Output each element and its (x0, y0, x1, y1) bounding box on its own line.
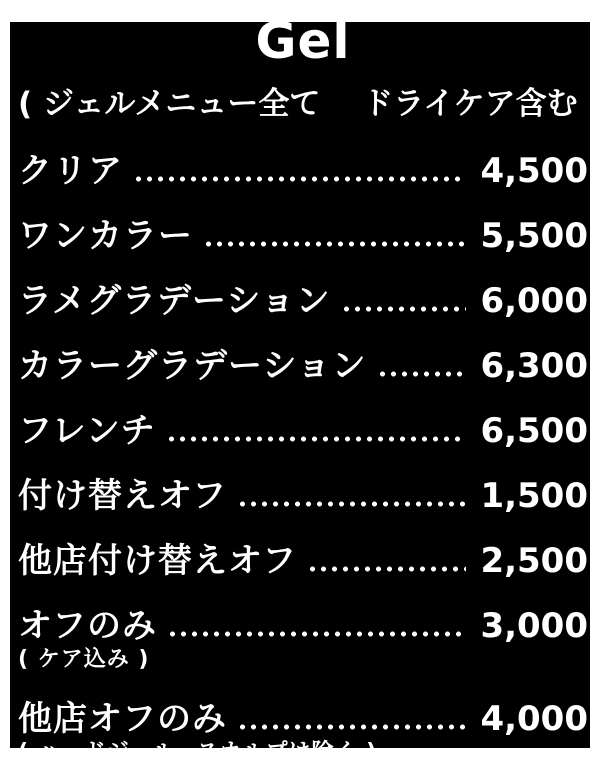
menu-item-row (18, 542, 588, 580)
menu-item-price: 6,000 (480, 281, 588, 321)
menu-item-price: 4,000 (480, 699, 588, 739)
menu-item-price: 4,500 (480, 151, 588, 191)
menu-title: Gel (255, 12, 351, 70)
menu-item-price: 1,500 (480, 476, 588, 516)
menu-item-row (18, 412, 588, 450)
menu-item-label: オフのみ (18, 606, 157, 646)
menu-item-price: 3,000 (480, 606, 588, 646)
menu-item-label: カラーグラデーション (18, 346, 367, 386)
menu-item (18, 542, 588, 580)
dotted-leader (307, 566, 466, 572)
menu-item (18, 347, 588, 385)
menu-item-price: 5,500 (480, 216, 588, 256)
menu-item-label: ラメグラデーション (18, 281, 331, 321)
menu-item-label: クリア (18, 151, 123, 191)
gel-menu-panel (10, 12, 603, 765)
menu-item-row (18, 217, 588, 255)
dotted-leader (166, 436, 467, 442)
menu-item-label: 他店オフのみ (18, 699, 227, 739)
menu-item-price: 2,500 (480, 541, 588, 581)
menu-item-row (18, 477, 588, 515)
menu-item-price: 6,500 (480, 411, 588, 451)
dotted-leader (133, 176, 466, 182)
menu-item (18, 152, 588, 190)
dotted-leader (377, 371, 467, 377)
menu-item (18, 700, 588, 766)
menu-item-label: 付け替えオフ (18, 476, 227, 516)
menu-item (18, 412, 588, 450)
dotted-leader (237, 501, 466, 507)
menu-subtitle: ( ジェルメニュー全て ドライケア含む ) (18, 86, 603, 122)
menu-item (18, 477, 588, 515)
menu-item (18, 217, 588, 255)
menu-item (18, 607, 588, 673)
menu-item-row (18, 152, 588, 190)
menu-item-row (18, 607, 588, 645)
dotted-leader (341, 306, 467, 312)
dotted-leader (237, 724, 466, 730)
menu-item-label: フレンチ (18, 411, 156, 451)
dotted-leader (203, 241, 466, 247)
menu-item-price: 6,300 (480, 346, 588, 386)
menu-item-row (18, 347, 588, 385)
menu-item-list (18, 152, 588, 766)
menu-item-note: ( ケア込み ) (18, 647, 150, 672)
menu-item-label: 他店付け替えオフ (18, 541, 297, 581)
dotted-leader (167, 631, 466, 637)
menu-item-note: ( ハードジェル、スカルプは除く ) (18, 740, 378, 765)
menu-item-row (18, 700, 588, 738)
menu-item (18, 282, 588, 320)
menu-item-label: ワンカラー (18, 216, 193, 256)
menu-item-row (18, 282, 588, 320)
